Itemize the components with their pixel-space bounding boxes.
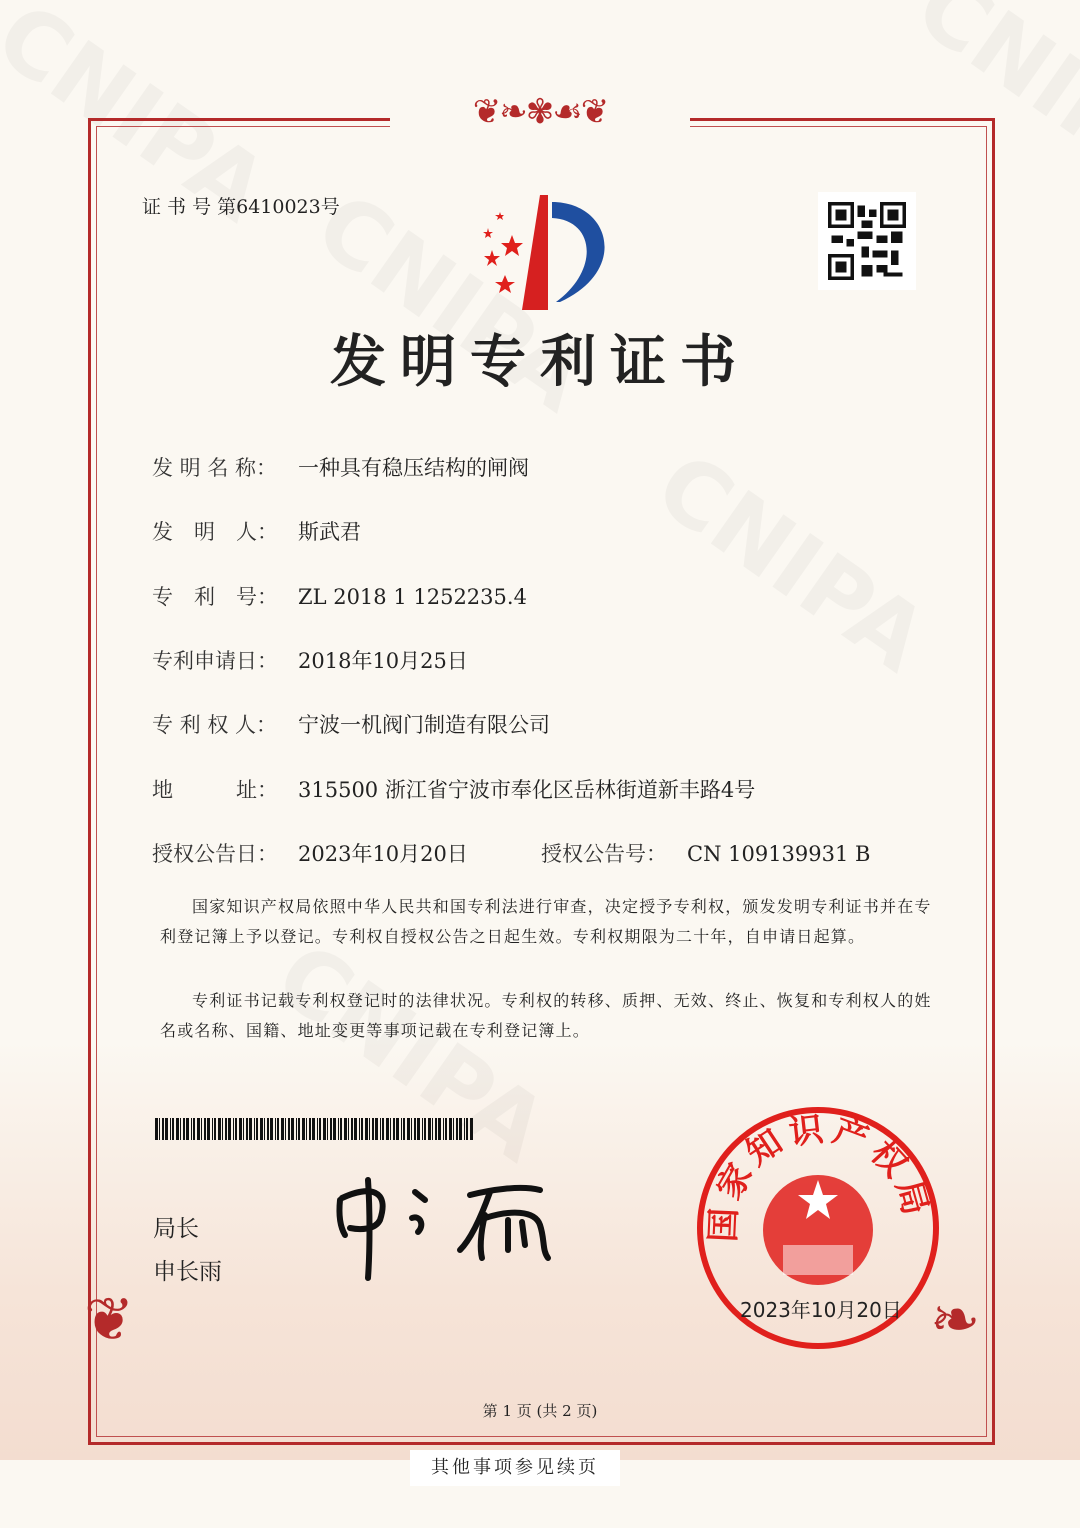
barcode-bar [296, 1118, 297, 1140]
barcode-bar [449, 1118, 452, 1140]
field-value: 2018年10月25日 [298, 649, 468, 673]
barcode-bar [186, 1118, 189, 1140]
barcode-bar [298, 1118, 300, 1140]
barcode-bar [228, 1118, 231, 1140]
barcode-bar [165, 1118, 168, 1140]
barcode-bar [411, 1118, 412, 1140]
barcode-bar [306, 1118, 307, 1140]
barcode-bar [291, 1118, 294, 1140]
barcode-bar [288, 1118, 290, 1140]
barcode-bar [443, 1118, 444, 1140]
barcode-bar [338, 1118, 339, 1140]
barcode-bar [201, 1118, 202, 1140]
field-value: CN 109139931 B [687, 842, 871, 866]
barcode-bar [459, 1118, 462, 1140]
barcode-bar [327, 1118, 328, 1140]
barcode-bar [256, 1118, 258, 1140]
field-address [152, 774, 755, 804]
field-value: ZL 2018 1 1252235.4 [298, 585, 527, 609]
barcode-bar [456, 1118, 458, 1140]
field-label: 专利申请日： [152, 649, 278, 673]
top-ornament-icon: ❦❧✾☙❦ [390, 92, 690, 138]
barcode-bar [225, 1118, 227, 1140]
statement-paragraph: 专利证书记载专利权登记时的法律状况。专利权的转移、质押、无效、终止、恢复和专利权人的姓名或名称、国籍、地址变更等事项记载在专利登记簿上。 [160, 991, 932, 1040]
barcode-bar [453, 1118, 454, 1140]
field-announcement-number [541, 838, 870, 868]
barcode-bar [235, 1118, 237, 1140]
barcode-bar [317, 1118, 318, 1140]
field-value: 2023年10月20日 [298, 842, 468, 866]
barcode-bar [365, 1118, 368, 1140]
barcode-bar [183, 1118, 185, 1140]
seal-date: 2023年10月20日 [740, 1298, 902, 1322]
field-label: 发 明 人： [152, 520, 278, 544]
field-label: 专 利 权 人： [152, 713, 278, 737]
barcode-bar [432, 1118, 433, 1140]
barcode-bar [438, 1118, 441, 1140]
field-invention-name [152, 452, 529, 482]
barcode-bar [422, 1118, 423, 1140]
barcode-bar [393, 1118, 395, 1140]
cnipa-logo-icon [460, 190, 630, 319]
barcode-bar [330, 1118, 332, 1140]
field-patent-number [152, 581, 527, 611]
barcode-bar [351, 1118, 353, 1140]
page-indicator: 第 1 页 (共 2 页) [482, 1402, 598, 1420]
barcode-bar [348, 1118, 349, 1140]
field-value: 宁波一机阀门制造有限公司 [298, 713, 550, 737]
barcode-bar [361, 1118, 363, 1140]
barcode-bar [249, 1118, 252, 1140]
barcode-bar [401, 1118, 402, 1140]
barcode-bar [390, 1118, 391, 1140]
barcode-bar [270, 1118, 273, 1140]
field-inventor [152, 516, 361, 546]
barcode-bar [246, 1118, 248, 1140]
barcode-bar [319, 1118, 321, 1140]
statement-paragraph: 国家知识产权局依照中华人民共和国专利法进行审查，决定授予专利权，颁发发明专利证书并在专利登记簿上予以登记。专利权自授权公告之日起生效。专利权期限为二十年，自申请日起算。 [160, 897, 932, 946]
barcode-bar [275, 1118, 276, 1140]
barcode-bar [277, 1118, 279, 1140]
field-patentee [152, 709, 550, 739]
barcode-bar [170, 1118, 171, 1140]
barcode-bar [344, 1118, 347, 1140]
page-title: 发明专利证书 [330, 330, 750, 395]
barcode-bar [180, 1118, 181, 1140]
barcode-bar [260, 1118, 263, 1140]
barcode-bar [243, 1118, 244, 1140]
signature [330, 1170, 560, 1289]
barcode-bar [233, 1118, 234, 1140]
barcode-bar [159, 1118, 160, 1140]
barcode-bar [372, 1118, 374, 1140]
barcode-bar [403, 1118, 405, 1140]
barcode-bar [359, 1118, 360, 1140]
field-value: 一种具有稳压结构的闸阀 [298, 456, 529, 480]
barcode-bar [254, 1118, 255, 1140]
director-title: 局长 [153, 1216, 199, 1242]
barcode-bar [435, 1118, 437, 1140]
barcode-bar [312, 1118, 315, 1140]
director-name: 申长雨 [153, 1259, 222, 1285]
barcode-bar [323, 1118, 326, 1140]
barcode-bar [407, 1118, 410, 1140]
barcode-bar [466, 1118, 468, 1140]
field-value: 斯武君 [298, 520, 361, 544]
barcode-bar [382, 1118, 384, 1140]
barcode-bar [207, 1118, 210, 1140]
svg-text:国家知识产权局: 国家知识产权局 [703, 1108, 938, 1243]
barcode-bar [386, 1118, 389, 1140]
corner-ornament-icon: ❦ [84, 1285, 135, 1355]
barcode-bar [214, 1118, 216, 1140]
barcode-bar [354, 1118, 357, 1140]
barcode-bar [445, 1118, 447, 1140]
certificate-number: 证 书 号 第6410023号 [142, 196, 340, 218]
barcode-bar [424, 1118, 426, 1140]
barcode-bar [264, 1118, 265, 1140]
barcode-bar [204, 1118, 206, 1140]
field-grant-date [152, 838, 468, 868]
barcode-bar [193, 1118, 195, 1140]
barcode-bar [197, 1118, 200, 1140]
barcode-bar [428, 1118, 431, 1140]
barcode-bar [309, 1118, 311, 1140]
barcode-bar [414, 1118, 416, 1140]
barcode-bar [176, 1118, 179, 1140]
barcode-bar [380, 1118, 381, 1140]
barcode-bar [333, 1118, 336, 1140]
barcode-bar [340, 1118, 342, 1140]
field-label: 授权公告日： [152, 842, 278, 866]
field-value: 315500 浙江省宁波市奉化区岳林街道新丰路4号 [298, 778, 756, 802]
field-application-date [152, 645, 468, 675]
barcode-bar [417, 1118, 420, 1140]
barcode-bar [470, 1118, 473, 1140]
field-label: 专 利 号： [152, 585, 278, 609]
barcode-bar [239, 1118, 242, 1140]
barcode-bar [155, 1118, 158, 1140]
field-label: 授权公告号： [541, 842, 667, 866]
barcode-bar [396, 1118, 399, 1140]
corner-ornament-icon: ❧ [930, 1285, 981, 1355]
field-label: 发 明 名 称： [152, 456, 278, 480]
footer-note: 其他事项参见续页 [410, 1450, 620, 1486]
barcode-bar [162, 1118, 164, 1140]
barcode-bar [222, 1118, 223, 1140]
barcode-bar [464, 1118, 465, 1140]
qr-code [818, 192, 916, 290]
barcode-bar [172, 1118, 174, 1140]
barcode-bar [369, 1118, 370, 1140]
barcode-bar [375, 1118, 378, 1140]
barcode [155, 1118, 475, 1140]
barcode-bar [302, 1118, 305, 1140]
barcode-bar [191, 1118, 192, 1140]
barcode-bar [218, 1118, 221, 1140]
barcode-bar [285, 1118, 286, 1140]
field-label: 地 址： [152, 778, 278, 802]
barcode-bar [212, 1118, 213, 1140]
barcode-bar [267, 1118, 269, 1140]
barcode-bar [281, 1118, 284, 1140]
